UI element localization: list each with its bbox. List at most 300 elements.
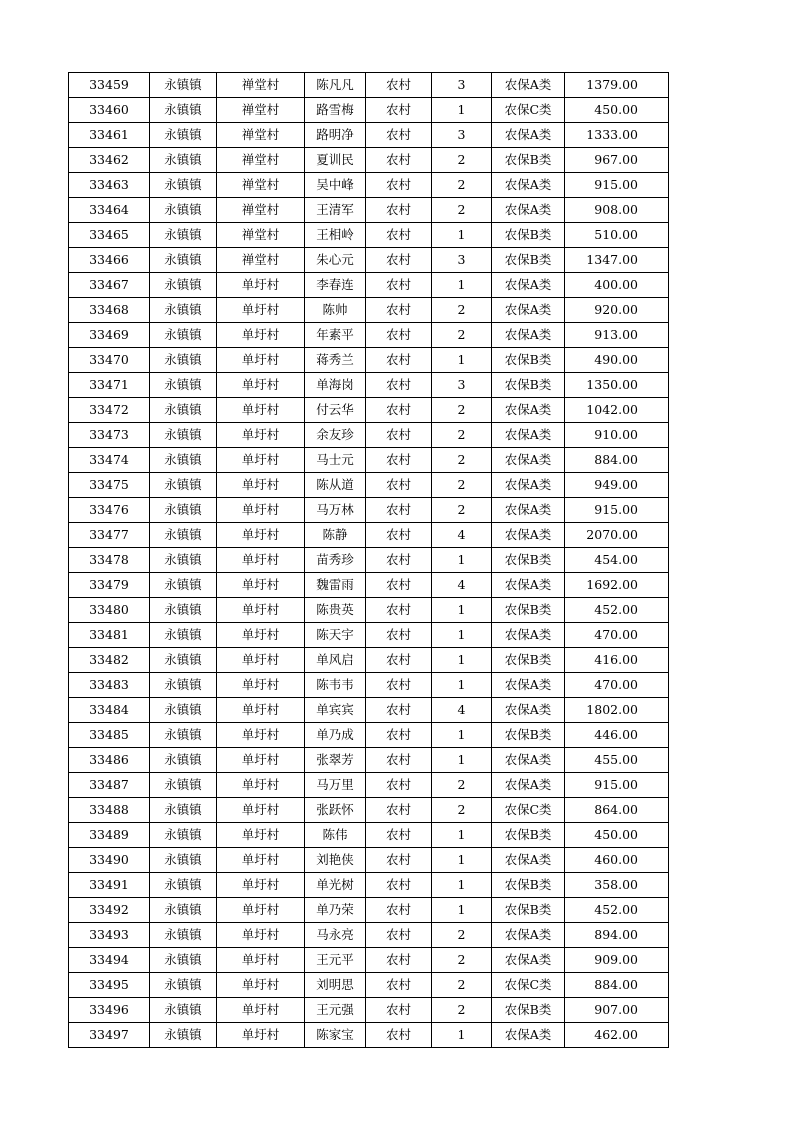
cell-person-count: 2 (432, 173, 492, 198)
cell-name: 陈从道 (305, 473, 366, 498)
cell-id: 33469 (69, 323, 150, 348)
cell-town: 永镇镇 (150, 298, 217, 323)
cell-category: 农保B类 (492, 648, 565, 673)
cell-household-type: 农村 (366, 923, 432, 948)
cell-category: 农保A类 (492, 448, 565, 473)
table-row (69, 623, 669, 648)
table-row (69, 123, 669, 148)
cell-id: 33464 (69, 198, 150, 223)
cell-id: 33492 (69, 898, 150, 923)
cell-id: 33461 (69, 123, 150, 148)
cell-name: 张翠芳 (305, 748, 366, 773)
cell-category: 农保A类 (492, 523, 565, 548)
table-row (69, 798, 669, 823)
cell-village: 禅堂村 (217, 198, 305, 223)
cell-name: 单海岗 (305, 373, 366, 398)
cell-person-count: 2 (432, 473, 492, 498)
cell-category: 农保A类 (492, 198, 565, 223)
cell-household-type: 农村 (366, 173, 432, 198)
cell-household-type: 农村 (366, 598, 432, 623)
cell-town: 永镇镇 (150, 873, 217, 898)
cell-category: 农保B类 (492, 373, 565, 398)
cell-town: 永镇镇 (150, 273, 217, 298)
cell-person-count: 1 (432, 648, 492, 673)
cell-amount: 460.00 (565, 848, 669, 873)
cell-name: 余友珍 (305, 423, 366, 448)
table-row (69, 848, 669, 873)
cell-household-type: 农村 (366, 1023, 432, 1048)
cell-town: 永镇镇 (150, 923, 217, 948)
cell-village: 单圩村 (217, 798, 305, 823)
cell-person-count: 2 (432, 948, 492, 973)
cell-name: 王相岭 (305, 223, 366, 248)
cell-amount: 446.00 (565, 723, 669, 748)
cell-person-count: 4 (432, 573, 492, 598)
table-row (69, 323, 669, 348)
cell-category: 农保A类 (492, 298, 565, 323)
cell-village: 单圩村 (217, 1023, 305, 1048)
table-row (69, 98, 669, 123)
cell-village: 单圩村 (217, 998, 305, 1023)
cell-village: 单圩村 (217, 448, 305, 473)
cell-id: 33483 (69, 673, 150, 698)
cell-amount: 908.00 (565, 198, 669, 223)
cell-household-type: 农村 (366, 223, 432, 248)
cell-person-count: 1 (432, 748, 492, 773)
cell-amount: 1692.00 (565, 573, 669, 598)
cell-name: 路雪梅 (305, 98, 366, 123)
cell-village: 单圩村 (217, 898, 305, 923)
cell-village: 单圩村 (217, 848, 305, 873)
table-row (69, 673, 669, 698)
cell-household-type: 农村 (366, 423, 432, 448)
table-row (69, 348, 669, 373)
cell-person-count: 2 (432, 148, 492, 173)
cell-category: 农保C类 (492, 798, 565, 823)
cell-village: 单圩村 (217, 323, 305, 348)
cell-name: 蒋秀兰 (305, 348, 366, 373)
cell-category: 农保A类 (492, 673, 565, 698)
cell-village: 单圩村 (217, 298, 305, 323)
table-row (69, 548, 669, 573)
cell-person-count: 1 (432, 723, 492, 748)
cell-village: 单圩村 (217, 673, 305, 698)
cell-town: 永镇镇 (150, 323, 217, 348)
cell-village: 单圩村 (217, 773, 305, 798)
cell-town: 永镇镇 (150, 773, 217, 798)
cell-town: 永镇镇 (150, 498, 217, 523)
table-row (69, 423, 669, 448)
table-row (69, 948, 669, 973)
cell-name: 刘明思 (305, 973, 366, 998)
cell-category: 农保A类 (492, 323, 565, 348)
table-row (69, 523, 669, 548)
cell-person-count: 1 (432, 273, 492, 298)
cell-category: 农保B类 (492, 998, 565, 1023)
cell-village: 单圩村 (217, 548, 305, 573)
cell-category: 农保B类 (492, 223, 565, 248)
cell-household-type: 农村 (366, 348, 432, 373)
table-row (69, 198, 669, 223)
cell-amount: 909.00 (565, 948, 669, 973)
cell-amount: 894.00 (565, 923, 669, 948)
cell-name: 单乃成 (305, 723, 366, 748)
cell-village: 单圩村 (217, 948, 305, 973)
cell-amount: 470.00 (565, 623, 669, 648)
cell-name: 单乃荣 (305, 898, 366, 923)
cell-household-type: 农村 (366, 198, 432, 223)
cell-person-count: 2 (432, 773, 492, 798)
cell-town: 永镇镇 (150, 373, 217, 398)
cell-town: 永镇镇 (150, 1023, 217, 1048)
cell-id: 33489 (69, 823, 150, 848)
cell-amount: 1350.00 (565, 373, 669, 398)
cell-household-type: 农村 (366, 748, 432, 773)
cell-village: 单圩村 (217, 873, 305, 898)
cell-person-count: 1 (432, 598, 492, 623)
cell-id: 33466 (69, 248, 150, 273)
cell-id: 33497 (69, 1023, 150, 1048)
cell-village: 禅堂村 (217, 148, 305, 173)
cell-person-count: 2 (432, 798, 492, 823)
cell-id: 33482 (69, 648, 150, 673)
cell-name: 付云华 (305, 398, 366, 423)
cell-village: 单圩村 (217, 598, 305, 623)
cell-amount: 510.00 (565, 223, 669, 248)
cell-household-type: 农村 (366, 648, 432, 673)
cell-town: 永镇镇 (150, 848, 217, 873)
cell-village: 单圩村 (217, 923, 305, 948)
cell-name: 苗秀珍 (305, 548, 366, 573)
table-row (69, 473, 669, 498)
cell-village: 单圩村 (217, 373, 305, 398)
cell-town: 永镇镇 (150, 798, 217, 823)
cell-name: 王元强 (305, 998, 366, 1023)
cell-amount: 400.00 (565, 273, 669, 298)
cell-name: 朱心元 (305, 248, 366, 273)
cell-person-count: 2 (432, 398, 492, 423)
cell-amount: 2070.00 (565, 523, 669, 548)
cell-person-count: 3 (432, 73, 492, 98)
table-row (69, 573, 669, 598)
cell-category: 农保A类 (492, 398, 565, 423)
cell-category: 农保B类 (492, 598, 565, 623)
cell-id: 33468 (69, 298, 150, 323)
cell-household-type: 农村 (366, 798, 432, 823)
cell-amount: 949.00 (565, 473, 669, 498)
cell-category: 农保B类 (492, 873, 565, 898)
cell-name: 马万林 (305, 498, 366, 523)
cell-category: 农保A类 (492, 748, 565, 773)
cell-name: 路明净 (305, 123, 366, 148)
cell-amount: 915.00 (565, 498, 669, 523)
table-row (69, 873, 669, 898)
cell-category: 农保A类 (492, 1023, 565, 1048)
table-row (69, 598, 669, 623)
table-row (69, 223, 669, 248)
cell-amount: 884.00 (565, 973, 669, 998)
cell-amount: 452.00 (565, 898, 669, 923)
cell-category: 农保A类 (492, 423, 565, 448)
cell-village: 禅堂村 (217, 73, 305, 98)
cell-town: 永镇镇 (150, 98, 217, 123)
cell-name: 魏雷雨 (305, 573, 366, 598)
cell-name: 王清军 (305, 198, 366, 223)
cell-category: 农保B类 (492, 248, 565, 273)
cell-id: 33459 (69, 73, 150, 98)
cell-category: 农保B类 (492, 548, 565, 573)
cell-name: 陈贵英 (305, 598, 366, 623)
cell-id: 33475 (69, 473, 150, 498)
cell-amount: 915.00 (565, 173, 669, 198)
cell-name: 马永亮 (305, 923, 366, 948)
cell-town: 永镇镇 (150, 698, 217, 723)
table-row (69, 998, 669, 1023)
cell-household-type: 农村 (366, 498, 432, 523)
cell-household-type: 农村 (366, 98, 432, 123)
cell-category: 农保A类 (492, 73, 565, 98)
cell-name: 陈帅 (305, 298, 366, 323)
cell-household-type: 农村 (366, 248, 432, 273)
cell-household-type: 农村 (366, 673, 432, 698)
cell-id: 33484 (69, 698, 150, 723)
cell-household-type: 农村 (366, 123, 432, 148)
cell-village: 单圩村 (217, 348, 305, 373)
cell-name: 陈家宝 (305, 1023, 366, 1048)
cell-amount: 910.00 (565, 423, 669, 448)
cell-name: 单光树 (305, 873, 366, 898)
cell-person-count: 3 (432, 373, 492, 398)
cell-amount: 967.00 (565, 148, 669, 173)
cell-category: 农保A类 (492, 623, 565, 648)
cell-person-count: 1 (432, 1023, 492, 1048)
table-row (69, 273, 669, 298)
cell-household-type: 农村 (366, 323, 432, 348)
cell-person-count: 1 (432, 673, 492, 698)
cell-village: 单圩村 (217, 698, 305, 723)
cell-name: 陈韦韦 (305, 673, 366, 698)
cell-id: 33460 (69, 98, 150, 123)
cell-village: 单圩村 (217, 723, 305, 748)
table-row (69, 148, 669, 173)
cell-id: 33462 (69, 148, 150, 173)
cell-town: 永镇镇 (150, 423, 217, 448)
cell-amount: 1042.00 (565, 398, 669, 423)
cell-household-type: 农村 (366, 973, 432, 998)
table-row (69, 448, 669, 473)
table-row (69, 1023, 669, 1048)
cell-village: 单圩村 (217, 498, 305, 523)
cell-household-type: 农村 (366, 373, 432, 398)
cell-id: 33488 (69, 798, 150, 823)
cell-town: 永镇镇 (150, 523, 217, 548)
table-row (69, 973, 669, 998)
cell-person-count: 1 (432, 623, 492, 648)
cell-name: 年素平 (305, 323, 366, 348)
cell-town: 永镇镇 (150, 148, 217, 173)
cell-amount: 907.00 (565, 998, 669, 1023)
cell-id: 33470 (69, 348, 150, 373)
cell-household-type: 农村 (366, 273, 432, 298)
roster-table (68, 72, 669, 1048)
cell-id: 33478 (69, 548, 150, 573)
cell-village: 单圩村 (217, 423, 305, 448)
cell-category: 农保A类 (492, 848, 565, 873)
cell-name: 吴中峰 (305, 173, 366, 198)
cell-category: 农保B类 (492, 148, 565, 173)
cell-household-type: 农村 (366, 623, 432, 648)
cell-town: 永镇镇 (150, 898, 217, 923)
cell-household-type: 农村 (366, 773, 432, 798)
cell-amount: 462.00 (565, 1023, 669, 1048)
cell-person-count: 1 (432, 98, 492, 123)
cell-amount: 490.00 (565, 348, 669, 373)
cell-amount: 1802.00 (565, 698, 669, 723)
cell-town: 永镇镇 (150, 398, 217, 423)
cell-household-type: 农村 (366, 823, 432, 848)
cell-person-count: 1 (432, 898, 492, 923)
cell-amount: 454.00 (565, 548, 669, 573)
table-row (69, 698, 669, 723)
cell-id: 33471 (69, 373, 150, 398)
cell-name: 马士元 (305, 448, 366, 473)
cell-category: 农保B类 (492, 823, 565, 848)
cell-name: 马万里 (305, 773, 366, 798)
cell-town: 永镇镇 (150, 248, 217, 273)
cell-person-count: 3 (432, 123, 492, 148)
cell-town: 永镇镇 (150, 123, 217, 148)
cell-village: 禅堂村 (217, 123, 305, 148)
cell-town: 永镇镇 (150, 573, 217, 598)
table-row (69, 398, 669, 423)
cell-id: 33495 (69, 973, 150, 998)
cell-village: 单圩村 (217, 573, 305, 598)
cell-household-type: 农村 (366, 573, 432, 598)
cell-person-count: 2 (432, 423, 492, 448)
cell-village: 单圩村 (217, 648, 305, 673)
cell-town: 永镇镇 (150, 173, 217, 198)
cell-id: 33480 (69, 598, 150, 623)
cell-category: 农保A类 (492, 773, 565, 798)
cell-id: 33490 (69, 848, 150, 873)
cell-name: 陈天宇 (305, 623, 366, 648)
cell-person-count: 1 (432, 823, 492, 848)
cell-person-count: 2 (432, 323, 492, 348)
cell-person-count: 2 (432, 298, 492, 323)
cell-town: 永镇镇 (150, 448, 217, 473)
cell-village: 单圩村 (217, 623, 305, 648)
cell-household-type: 农村 (366, 448, 432, 473)
cell-person-count: 1 (432, 223, 492, 248)
cell-amount: 416.00 (565, 648, 669, 673)
cell-name: 夏训民 (305, 148, 366, 173)
cell-person-count: 2 (432, 973, 492, 998)
table-row (69, 898, 669, 923)
cell-person-count: 1 (432, 548, 492, 573)
cell-town: 永镇镇 (150, 223, 217, 248)
cell-category: 农保C类 (492, 98, 565, 123)
cell-household-type: 农村 (366, 898, 432, 923)
cell-category: 农保B类 (492, 898, 565, 923)
cell-village: 禅堂村 (217, 223, 305, 248)
cell-category: 农保A类 (492, 573, 565, 598)
cell-town: 永镇镇 (150, 598, 217, 623)
cell-town: 永镇镇 (150, 948, 217, 973)
cell-amount: 915.00 (565, 773, 669, 798)
cell-id: 33474 (69, 448, 150, 473)
cell-amount: 864.00 (565, 798, 669, 823)
cell-town: 永镇镇 (150, 198, 217, 223)
cell-town: 永镇镇 (150, 548, 217, 573)
cell-amount: 450.00 (565, 98, 669, 123)
table-row (69, 723, 669, 748)
cell-amount: 884.00 (565, 448, 669, 473)
cell-id: 33463 (69, 173, 150, 198)
cell-amount: 358.00 (565, 873, 669, 898)
cell-id: 33465 (69, 223, 150, 248)
cell-amount: 913.00 (565, 323, 669, 348)
cell-id: 33481 (69, 623, 150, 648)
cell-id: 33472 (69, 398, 150, 423)
table-row (69, 823, 669, 848)
cell-village: 禅堂村 (217, 98, 305, 123)
cell-household-type: 农村 (366, 723, 432, 748)
table-row (69, 748, 669, 773)
cell-village: 单圩村 (217, 523, 305, 548)
cell-name: 刘艳侠 (305, 848, 366, 873)
cell-amount: 1379.00 (565, 73, 669, 98)
cell-village: 单圩村 (217, 273, 305, 298)
cell-id: 33479 (69, 573, 150, 598)
cell-town: 永镇镇 (150, 823, 217, 848)
cell-household-type: 农村 (366, 473, 432, 498)
cell-household-type: 农村 (366, 698, 432, 723)
cell-name: 陈凡凡 (305, 73, 366, 98)
cell-id: 33473 (69, 423, 150, 448)
table-row (69, 298, 669, 323)
cell-town: 永镇镇 (150, 748, 217, 773)
cell-village: 单圩村 (217, 973, 305, 998)
roster-body (69, 73, 669, 1048)
cell-person-count: 3 (432, 248, 492, 273)
table-row (69, 498, 669, 523)
cell-id: 33496 (69, 998, 150, 1023)
cell-amount: 450.00 (565, 823, 669, 848)
cell-category: 农保A类 (492, 273, 565, 298)
cell-person-count: 2 (432, 448, 492, 473)
cell-amount: 1333.00 (565, 123, 669, 148)
cell-id: 33493 (69, 923, 150, 948)
cell-village: 单圩村 (217, 748, 305, 773)
cell-village: 禅堂村 (217, 248, 305, 273)
cell-id: 33485 (69, 723, 150, 748)
cell-household-type: 农村 (366, 948, 432, 973)
cell-name: 陈静 (305, 523, 366, 548)
cell-town: 永镇镇 (150, 623, 217, 648)
cell-id: 33467 (69, 273, 150, 298)
cell-category: 农保B类 (492, 348, 565, 373)
cell-category: 农保C类 (492, 973, 565, 998)
cell-household-type: 农村 (366, 298, 432, 323)
cell-person-count: 1 (432, 848, 492, 873)
cell-town: 永镇镇 (150, 73, 217, 98)
cell-village: 禅堂村 (217, 173, 305, 198)
cell-person-count: 2 (432, 198, 492, 223)
cell-village: 单圩村 (217, 398, 305, 423)
table-row (69, 923, 669, 948)
cell-household-type: 农村 (366, 148, 432, 173)
cell-household-type: 农村 (366, 998, 432, 1023)
